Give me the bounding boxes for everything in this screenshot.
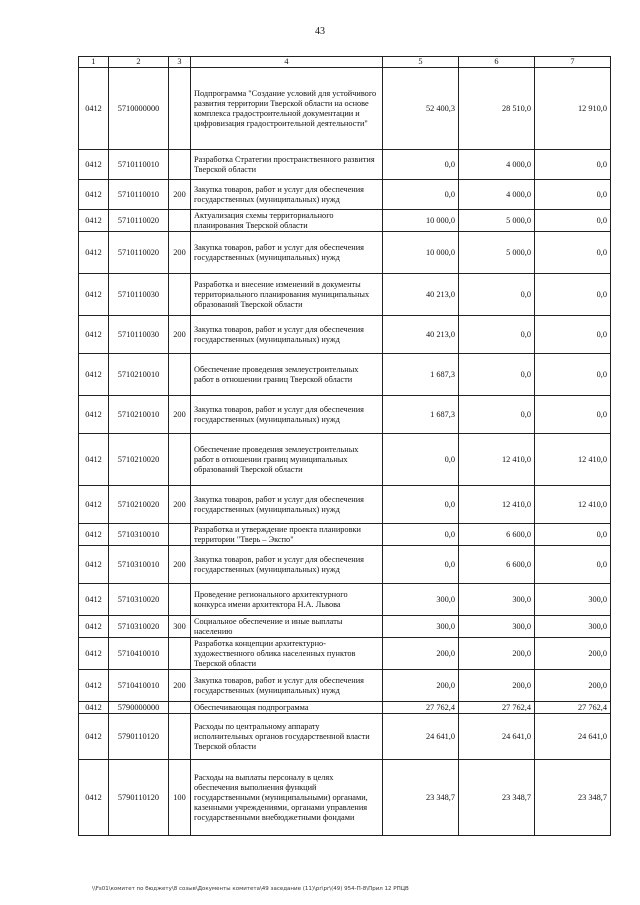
row-value-2: 0,0 [459, 354, 535, 396]
row-type [169, 68, 191, 150]
row-type [169, 274, 191, 316]
table-row [79, 616, 611, 638]
row-value-1: 23 348,7 [383, 760, 459, 836]
table-body [79, 68, 611, 836]
row-code: 5790110120 [109, 760, 169, 836]
row-value-1: 0,0 [383, 546, 459, 584]
row-section: 0412 [79, 210, 109, 232]
row-type [169, 434, 191, 486]
row-section: 0412 [79, 180, 109, 210]
table-row [79, 396, 611, 434]
table-row [79, 354, 611, 396]
row-name: Закупка товаров, работ и услуг для обеспечения государственных (муниципальных) нужд [191, 670, 383, 702]
header-row [79, 57, 611, 68]
row-type [169, 150, 191, 180]
row-value-2: 200,0 [459, 670, 535, 702]
table-row [79, 702, 611, 714]
table-row [79, 584, 611, 616]
table-row [79, 434, 611, 486]
row-type: 200 [169, 486, 191, 524]
table-row [79, 180, 611, 210]
table-row [79, 486, 611, 524]
row-type: 300 [169, 616, 191, 638]
row-type [169, 702, 191, 714]
column-header: 3 [169, 57, 191, 68]
table-row [79, 524, 611, 546]
row-name: Закупка товаров, работ и услуг для обеспечения государственных (муниципальных) нужд [191, 232, 383, 274]
row-section: 0412 [79, 670, 109, 702]
row-value-2: 4 000,0 [459, 180, 535, 210]
row-value-2: 300,0 [459, 616, 535, 638]
row-value-3: 12 910,0 [535, 68, 611, 150]
row-name: Социальное обеспечение и иные выплаты населению [191, 616, 383, 638]
row-value-2: 6 600,0 [459, 546, 535, 584]
file-path-footer: \\Fs01\комитет по бюджету\8 созыв\Документы комитета\49 заседание (11)\pr\pr\(49) 954-П-8\Прил 12 РПЦВ [92, 886, 409, 892]
row-value-3: 300,0 [535, 584, 611, 616]
row-value-1: 1 687,3 [383, 396, 459, 434]
row-value-2: 12 410,0 [459, 434, 535, 486]
row-value-3: 12 410,0 [535, 434, 611, 486]
row-section: 0412 [79, 150, 109, 180]
row-code: 5710310020 [109, 584, 169, 616]
table-row [79, 274, 611, 316]
table-row [79, 316, 611, 354]
table-row [79, 638, 611, 670]
row-code: 5790110120 [109, 714, 169, 760]
row-name: Разработка и внесение изменений в документы территориального планирования муниципальных образований Тверской области [191, 274, 383, 316]
row-value-2: 6 600,0 [459, 524, 535, 546]
row-type [169, 714, 191, 760]
row-value-2: 23 348,7 [459, 760, 535, 836]
row-value-3: 0,0 [535, 316, 611, 354]
row-value-3: 0,0 [535, 180, 611, 210]
row-code: 5710110030 [109, 316, 169, 354]
row-section: 0412 [79, 354, 109, 396]
column-header: 2 [109, 57, 169, 68]
row-value-3: 200,0 [535, 638, 611, 670]
row-type: 200 [169, 396, 191, 434]
row-value-1: 0,0 [383, 150, 459, 180]
row-value-2: 28 510,0 [459, 68, 535, 150]
row-type [169, 354, 191, 396]
row-type: 200 [169, 546, 191, 584]
row-name: Актуализация схемы территориального планирования Тверской области [191, 210, 383, 232]
row-section: 0412 [79, 616, 109, 638]
row-value-1: 300,0 [383, 584, 459, 616]
row-section: 0412 [79, 524, 109, 546]
row-value-2: 4 000,0 [459, 150, 535, 180]
row-code: 5710110020 [109, 210, 169, 232]
row-section: 0412 [79, 546, 109, 584]
row-section: 0412 [79, 396, 109, 434]
row-value-3: 300,0 [535, 616, 611, 638]
row-code: 5710210020 [109, 434, 169, 486]
row-code: 5710310010 [109, 546, 169, 584]
row-value-1: 200,0 [383, 670, 459, 702]
row-value-1: 0,0 [383, 486, 459, 524]
row-code: 5710110020 [109, 232, 169, 274]
row-code: 5710410010 [109, 670, 169, 702]
row-name: Расходы на выплаты персоналу в целях обеспечения выполнения функций государственными (муниципальными) органами, казенными учреждениями, органами управления государственными внебюджетными фондами [191, 760, 383, 836]
row-value-3: 0,0 [535, 354, 611, 396]
row-type [169, 584, 191, 616]
row-value-1: 40 213,0 [383, 274, 459, 316]
row-code: 5710410010 [109, 638, 169, 670]
row-code: 5710110030 [109, 274, 169, 316]
row-value-3: 27 762,4 [535, 702, 611, 714]
row-code: 5710110010 [109, 180, 169, 210]
column-header: 7 [535, 57, 611, 68]
row-code: 5710210010 [109, 396, 169, 434]
table-row [79, 150, 611, 180]
row-name: Закупка товаров, работ и услуг для обеспечения государственных (муниципальных) нужд [191, 486, 383, 524]
row-value-3: 200,0 [535, 670, 611, 702]
row-section: 0412 [79, 316, 109, 354]
row-name: Подпрограмма "Создание условий для устойчивого развития территории Тверской области на основе комплекса градостроительной документации и цифровизация градостроительной деятельности" [191, 68, 383, 150]
table-row [79, 232, 611, 274]
row-value-1: 24 641,0 [383, 714, 459, 760]
row-value-3: 0,0 [535, 210, 611, 232]
table-row [79, 670, 611, 702]
row-name: Разработка концепции архитектурно-художественного облика населенных пунктов Тверской области [191, 638, 383, 670]
row-value-1: 40 213,0 [383, 316, 459, 354]
row-value-2: 24 641,0 [459, 714, 535, 760]
row-name: Закупка товаров, работ и услуг для обеспечения государственных (муниципальных) нужд [191, 546, 383, 584]
row-type: 200 [169, 180, 191, 210]
row-type [169, 210, 191, 232]
row-name: Разработка и утверждение проекта планировки территории "Тверь – Экспо" [191, 524, 383, 546]
row-value-2: 5 000,0 [459, 232, 535, 274]
row-section: 0412 [79, 714, 109, 760]
table-row [79, 546, 611, 584]
row-section: 0412 [79, 274, 109, 316]
row-type [169, 524, 191, 546]
table-row [79, 714, 611, 760]
row-value-2: 5 000,0 [459, 210, 535, 232]
row-value-2: 0,0 [459, 316, 535, 354]
row-value-1: 200,0 [383, 638, 459, 670]
row-value-3: 0,0 [535, 274, 611, 316]
row-value-1: 10 000,0 [383, 232, 459, 274]
column-header: 5 [383, 57, 459, 68]
column-header: 4 [191, 57, 383, 68]
row-type: 200 [169, 232, 191, 274]
row-type [169, 638, 191, 670]
row-value-1: 0,0 [383, 524, 459, 546]
row-value-3: 0,0 [535, 524, 611, 546]
row-value-3: 24 641,0 [535, 714, 611, 760]
row-code: 5710310010 [109, 524, 169, 546]
page-number: 43 [315, 26, 325, 37]
budget-table [78, 56, 611, 836]
row-name: Обеспечивающая подпрограмма [191, 702, 383, 714]
row-value-2: 300,0 [459, 584, 535, 616]
row-value-1: 300,0 [383, 616, 459, 638]
row-code: 5710210020 [109, 486, 169, 524]
row-value-3: 0,0 [535, 396, 611, 434]
row-code: 5710210010 [109, 354, 169, 396]
row-value-2: 27 762,4 [459, 702, 535, 714]
row-section: 0412 [79, 702, 109, 714]
row-value-2: 200,0 [459, 638, 535, 670]
row-name: Проведение регионального архитектурного конкурса имени архитектора Н.А. Львова [191, 584, 383, 616]
row-value-1: 10 000,0 [383, 210, 459, 232]
row-value-1: 0,0 [383, 434, 459, 486]
row-name: Разработка Стратегии пространственного развития Тверской области [191, 150, 383, 180]
row-code: 5790000000 [109, 702, 169, 714]
row-section: 0412 [79, 584, 109, 616]
row-code: 5710000000 [109, 68, 169, 150]
column-header: 6 [459, 57, 535, 68]
row-type: 200 [169, 316, 191, 354]
column-header: 1 [79, 57, 109, 68]
row-value-2: 0,0 [459, 274, 535, 316]
row-name: Обеспечение проведения землеустроительных работ в отношении границ муниципальных образований Тверской области [191, 434, 383, 486]
row-value-3: 23 348,7 [535, 760, 611, 836]
row-section: 0412 [79, 68, 109, 150]
row-section: 0412 [79, 232, 109, 274]
row-value-3: 0,0 [535, 546, 611, 584]
row-value-2: 12 410,0 [459, 486, 535, 524]
row-value-1: 1 687,3 [383, 354, 459, 396]
table-row [79, 68, 611, 150]
row-value-3: 0,0 [535, 150, 611, 180]
row-type: 100 [169, 760, 191, 836]
row-name: Обеспечение проведения землеустроительных работ в отношении границ Тверской области [191, 354, 383, 396]
table-row [79, 760, 611, 836]
row-value-3: 12 410,0 [535, 486, 611, 524]
row-value-1: 0,0 [383, 180, 459, 210]
row-name: Расходы по центральному аппарату исполнительных органов государственной власти Тверской области [191, 714, 383, 760]
row-value-1: 27 762,4 [383, 702, 459, 714]
row-section: 0412 [79, 760, 109, 836]
row-name: Закупка товаров, работ и услуг для обеспечения государственных (муниципальных) нужд [191, 180, 383, 210]
row-section: 0412 [79, 486, 109, 524]
row-value-1: 52 400,3 [383, 68, 459, 150]
row-type: 200 [169, 670, 191, 702]
row-name: Закупка товаров, работ и услуг для обеспечения государственных (муниципальных) нужд [191, 396, 383, 434]
row-value-2: 0,0 [459, 396, 535, 434]
row-code: 5710310020 [109, 616, 169, 638]
row-name: Закупка товаров, работ и услуг для обеспечения государственных (муниципальных) нужд [191, 316, 383, 354]
row-section: 0412 [79, 638, 109, 670]
row-section: 0412 [79, 434, 109, 486]
row-code: 5710110010 [109, 150, 169, 180]
row-value-3: 0,0 [535, 232, 611, 274]
table-row [79, 210, 611, 232]
